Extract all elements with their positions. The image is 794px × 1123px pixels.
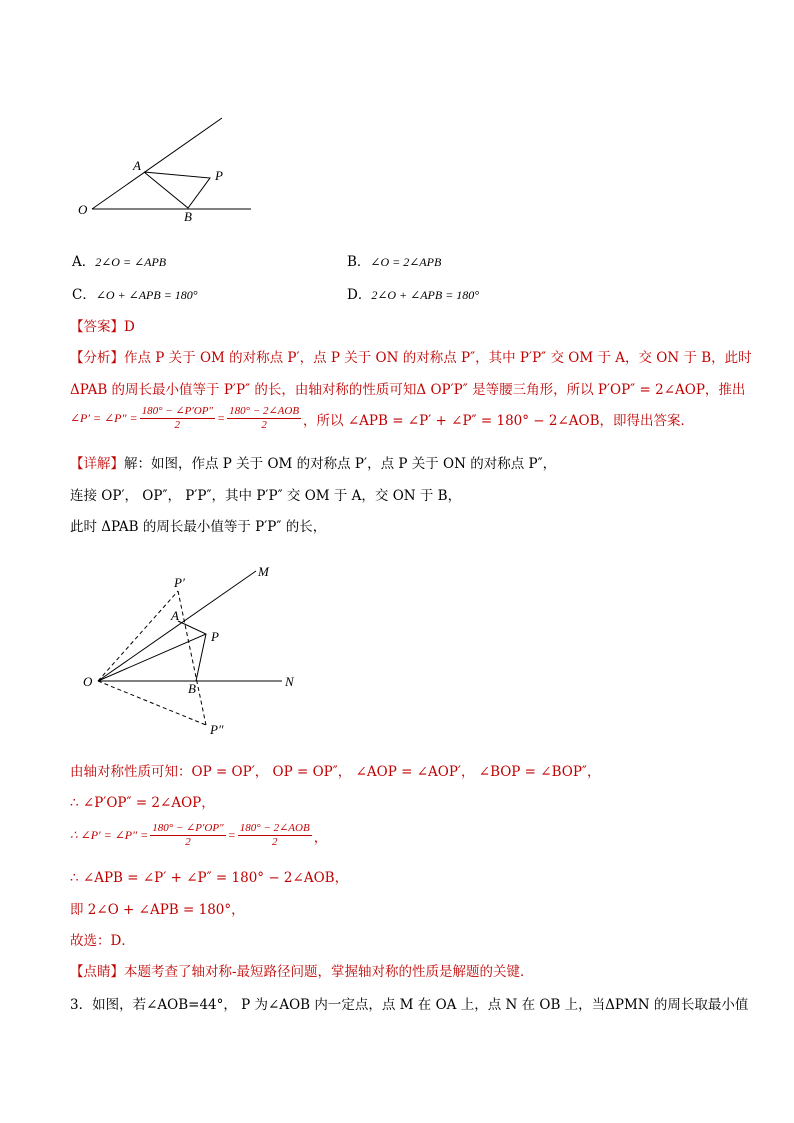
fig2-label-P: P [211,629,219,644]
fig2-label-P-double-prime: P″ [210,722,224,737]
label-O: O [78,202,88,217]
fig2-label-O: O [83,674,93,689]
analysis-line-3-b: ，所以 ∠APB = ∠P′ + ∠P″ = 180° − 2∠AOB，即得出答案． [303,412,695,429]
analysis-tag: 【分析】 [70,350,124,366]
fig2-label-P-prime: P′ [174,575,185,590]
analysis-line-3-a: ∠P′ = ∠P″ = [70,411,138,425]
derivation-fraction-1 [150,822,225,849]
option-d-expr: 2∠O + ∠APB = 180° [371,288,480,302]
detail-line-1 [70,452,556,472]
analysis-eq: = [217,411,226,425]
fig2-label-M: M [258,564,269,579]
figure-2-diagram [70,560,310,745]
analysis-text-1: 作点 P 关于 OM 的对称点 P′，点 P 关于 ON 的对称点 P″，其中 P′P″ 交 OM 于 A，交 ON 于 B，此时 [124,350,752,366]
derivation-line-2: ∴ ∠P′OP″ = 2∠AOP， [70,795,215,811]
detail-text-1: 解：如图，作点 P 关于 OM 的对称点 P′，点 P 关于 ON 的对称点 P″， [124,456,557,472]
fig2-label-N: N [285,674,294,689]
answer-tag: 【答案】 [70,319,124,335]
question-3: 3．如图，若∠AOB=44°， P 为∠AOB 内一定点，点 M 在 OA 上，点 N 在 OB 上，当ΔPMN 的周长取最小值 [70,997,749,1013]
option-a-expr: 2∠O = ∠APB [95,255,167,269]
derivation-line-3-b: ， [313,829,328,846]
analysis-fraction-2 [227,405,301,432]
option-c [72,283,198,303]
derivation-frac2-den: 2 [271,836,278,848]
derivation-line-3-a: ∴ ∠P′ = ∠P″ = [70,828,149,842]
analysis-fraction-1 [140,405,215,432]
derivation-line-5: 即 2∠O + ∠APB = 180°， [70,902,245,918]
analysis-frac2-den: 2 [261,419,267,431]
derivation-line-3 [70,822,327,849]
detail-line-2: 连接 OP′， OP″， P′P″，其中 P′P″ 交 OM 于 A，交 ON 于 B， [70,488,462,504]
comment-line [70,960,534,980]
option-c-letter: C． [72,287,96,303]
derivation-frac1-num: 180° − ∠P′OP″ [152,822,224,834]
option-a [72,250,166,270]
answer-value: D [124,319,135,335]
detail-line-3: 此时 ΔPAB 的周长最小值等于 P′P″ 的长， [70,519,327,535]
analysis-line-2: ΔPAB 的周长最小值等于 P′P″ 的长，由轴对称的性质可知Δ OP′P″ 是等腰三角形，所以 P′OP″ = 2∠AOP，推出 [70,382,746,398]
analysis-line-1 [70,346,752,366]
detail-tag: 【详解】 [70,456,124,472]
fig2-label-B: B [188,681,196,696]
comment-tag: 【点睛】 [70,964,124,980]
option-a-letter: A． [72,254,96,270]
label-B: B [184,209,192,224]
derivation-line-1: 由轴对称性质可知：OP = OP′， OP = OP″， ∠AOP = ∠AOP′， ∠BOP = ∠BOP″， [70,764,601,780]
derivation-line-4: ∴ ∠APB = ∠P′ + ∠P″ = 180° − 2∠AOB， [70,870,349,886]
figure-1-diagram [70,110,270,230]
derivation-fraction-2 [238,822,312,849]
option-d-letter: D． [347,287,372,303]
option-b [347,250,441,270]
fig2-label-A: A [171,608,179,623]
derivation-eq: = [227,828,236,842]
derivation-frac1-den: 2 [185,836,191,848]
label-A: A [133,158,141,173]
answer-line [70,315,135,335]
analysis-frac2-num: 180° − 2∠AOB [229,405,300,417]
option-c-expr: ∠O + ∠APB = 180° [95,288,198,302]
analysis-frac1-num: 180° − ∠P′OP″ [141,405,214,417]
derivation-frac2-num: 180° − 2∠AOB [239,822,310,834]
analysis-frac1-den: 2 [174,419,181,431]
comment-text: 本题考查了轴对称-最短路径问题，掌握轴对称的性质是解题的关键． [124,964,534,980]
derivation-line-6: 故选：D． [70,933,135,949]
option-b-expr: ∠O = 2∠APB [370,255,442,269]
option-b-letter: B． [347,254,371,270]
analysis-line-3 [70,405,694,432]
option-d [347,283,479,303]
label-P: P [215,168,223,183]
